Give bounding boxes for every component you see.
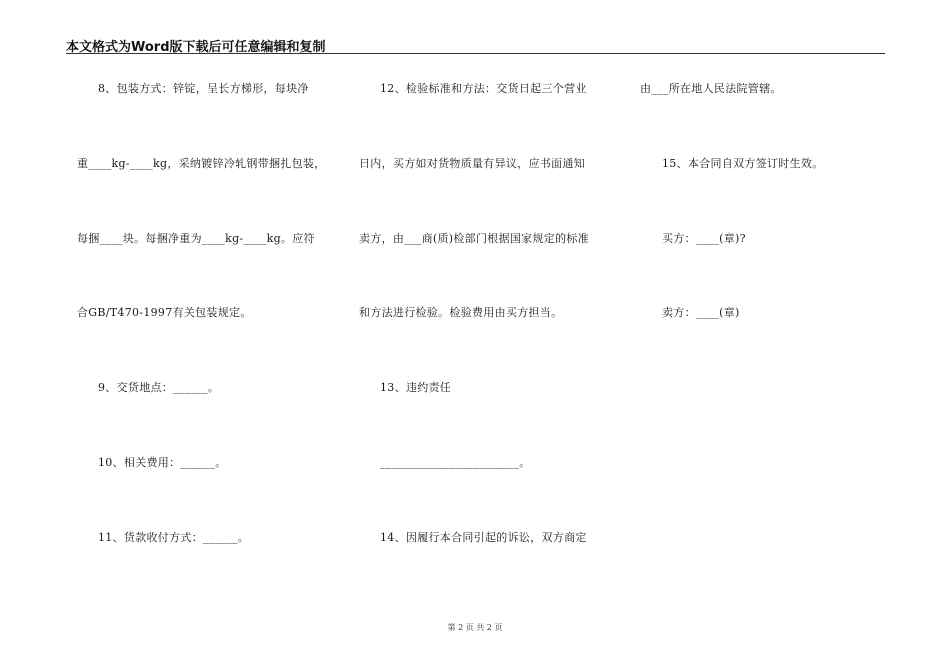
left-line-7: 11、货款收付方式：______。: [98, 531, 250, 544]
left-line-2: 重____kg-____kg，采纳镀锌冷轧钢带捆扎包装，: [77, 157, 326, 170]
right-line-2: 15、本合同自双方签订时生效。: [662, 157, 824, 170]
document-header-title: 本文格式为Word版下载后可任意编辑和复制: [66, 40, 326, 55]
right-line-1: 由___所在地人民法院管辖。: [640, 82, 782, 95]
middle-line-7: 14、因履行本合同引起的诉讼，双方商定: [380, 531, 587, 544]
right-line-4: 卖方：____(章): [662, 306, 740, 319]
page-number-footer: 第 2 页 共 2 页: [447, 623, 503, 632]
middle-line-2: 日内，买方如对货物质量有异议，应书面通知: [359, 157, 585, 170]
left-line-6: 10、相关费用：______。: [98, 456, 227, 469]
middle-line-5: 13、违约责任: [380, 381, 452, 394]
middle-line-1: 12、检验标准和方法：交货日起三个营业: [380, 82, 587, 95]
left-line-4: 合GB/T470-1997有关包装规定。: [77, 306, 252, 319]
header-divider: [66, 53, 885, 54]
left-line-5: 9、交货地点：______。: [98, 381, 220, 394]
middle-line-4: 和方法进行检验。检验费用由买方担当。: [359, 306, 563, 319]
left-line-1: 8、包装方式：锌锭，呈长方梯形，每块净: [98, 82, 309, 95]
left-line-3: 每捆____块。每捆净重为____kg-____kg。应符: [77, 232, 315, 245]
middle-line-6: ________________________。: [380, 456, 531, 469]
right-line-3: 买方：____(章)?: [662, 232, 746, 245]
middle-line-3: 卖方，由___商(质)检部门根据国家规定的标准: [359, 232, 589, 245]
